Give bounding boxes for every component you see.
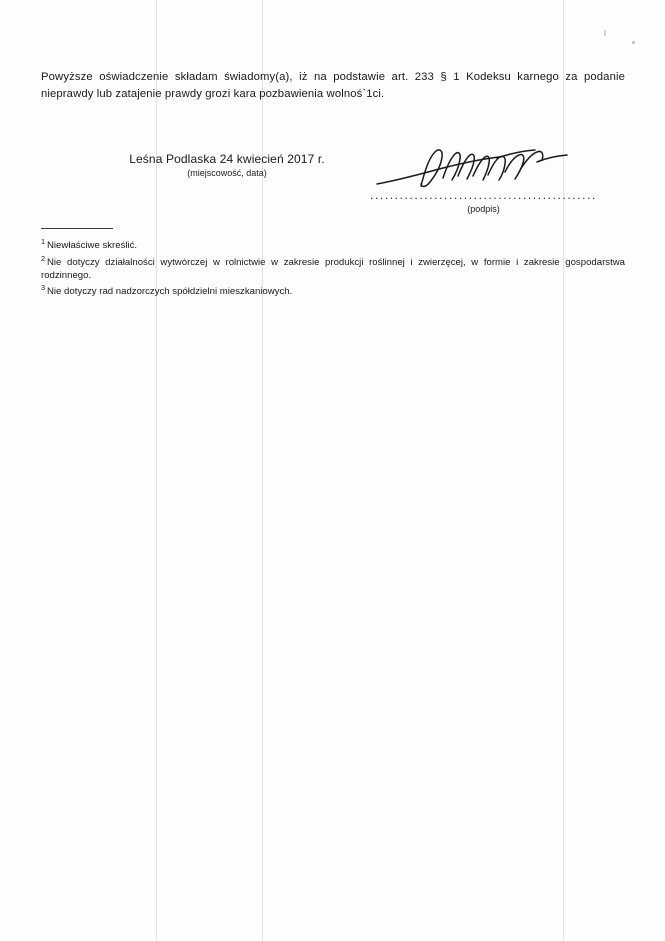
footnote-marker: 3 [41, 283, 45, 293]
footnote-item [41, 254, 625, 283]
footnote-item [41, 237, 625, 253]
place-date-caption: (miejscowość, data) [187, 168, 267, 178]
footnotes-section [41, 228, 625, 300]
scan-speck [632, 41, 635, 44]
footnote-text: Nie dotyczy działalności wytwórczej w rolnictwie w zakresie produkcji roślinnej i zwierzęcej, w formie i zakresie gospodarstwa rodzinnego. [41, 257, 625, 281]
declaration-paragraph: Powyższe oświadczenie składam świadomy(a), iż na podstawie art. 233 § 1 Kodeksu karnego za podanie nieprawdy lub zatajenie prawdy grozi kara pozbawienia wolnoś`1ci. [41, 71, 625, 100]
signature-area [356, 140, 611, 214]
place-date-value: Leśna Podlaska 24 kwiecień 2017 r. [129, 152, 325, 166]
footnote-text: Niewłaściwe skreślić. [47, 240, 138, 252]
handwritten-signature-icon [359, 140, 609, 192]
footnote-item [41, 283, 625, 299]
footnote-marker: 1 [41, 237, 45, 246]
footnote-text: Nie dotyczy rad nadzorczych spółdzielni mieszkaniowych. [47, 286, 293, 298]
footnote-separator-rule [41, 228, 113, 229]
signature-dotted-line: .............................................. [370, 188, 597, 202]
signature-caption: (podpis) [467, 204, 500, 214]
scan-speck [604, 30, 606, 36]
place-and-date [117, 152, 337, 178]
footnote-marker: 2 [41, 253, 45, 263]
